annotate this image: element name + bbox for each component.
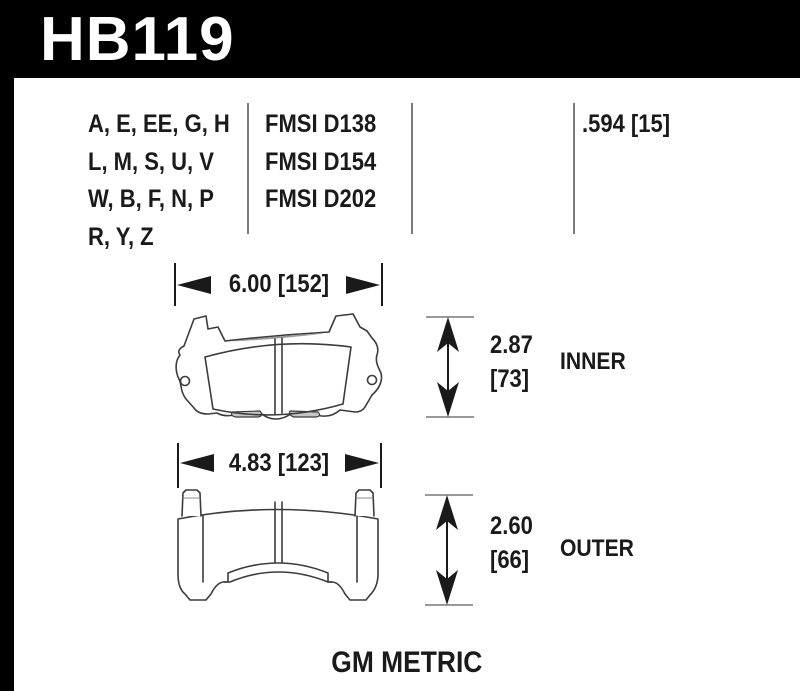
pad-thickness-value: .594 [15] xyxy=(582,110,671,138)
inner-pad-left-hole xyxy=(181,377,190,386)
inner-pad-width-dimension: 6.00 [152] xyxy=(228,270,329,298)
outer-pad-width-dimension: 4.83 [123] xyxy=(228,449,329,477)
outer-pad-drawing xyxy=(172,486,384,608)
part-number-title: HB119 xyxy=(40,5,235,74)
outer-height-dim-arrow xyxy=(436,495,458,605)
outer-pad-thickness-mm: [66] xyxy=(490,546,530,574)
inner-pad-thickness-in: 2.87 xyxy=(490,331,533,359)
fmsi-number: FMSI D138 xyxy=(265,110,377,138)
inner-pad-drawing xyxy=(172,313,384,420)
inner-pad-right-hole xyxy=(368,376,377,385)
outer-pad-label: OUTER xyxy=(560,535,634,562)
inner-pad-label: INNER xyxy=(560,348,626,375)
compound-codes-line: A, E, EE, G, H xyxy=(88,110,230,138)
fmsi-number: FMSI D202 xyxy=(265,185,377,213)
compound-codes-line: L, M, S, U, V xyxy=(88,147,214,176)
outer-pad-thickness-in: 2.60 xyxy=(490,512,533,540)
inner-height-dim-arrow xyxy=(437,317,459,417)
compound-codes-line: R, Y, Z xyxy=(88,222,154,251)
compound-codes-line: W, B, F, N, P xyxy=(88,185,214,213)
fmsi-number: FMSI D154 xyxy=(265,147,377,176)
outer-pad-backplate-outline xyxy=(178,510,378,601)
platform-name: GM METRIC xyxy=(331,646,483,679)
outer-pad-left-post xyxy=(182,490,201,516)
outer-pad-right-post xyxy=(355,490,374,516)
inner-pad-thickness-mm: [73] xyxy=(490,365,530,393)
